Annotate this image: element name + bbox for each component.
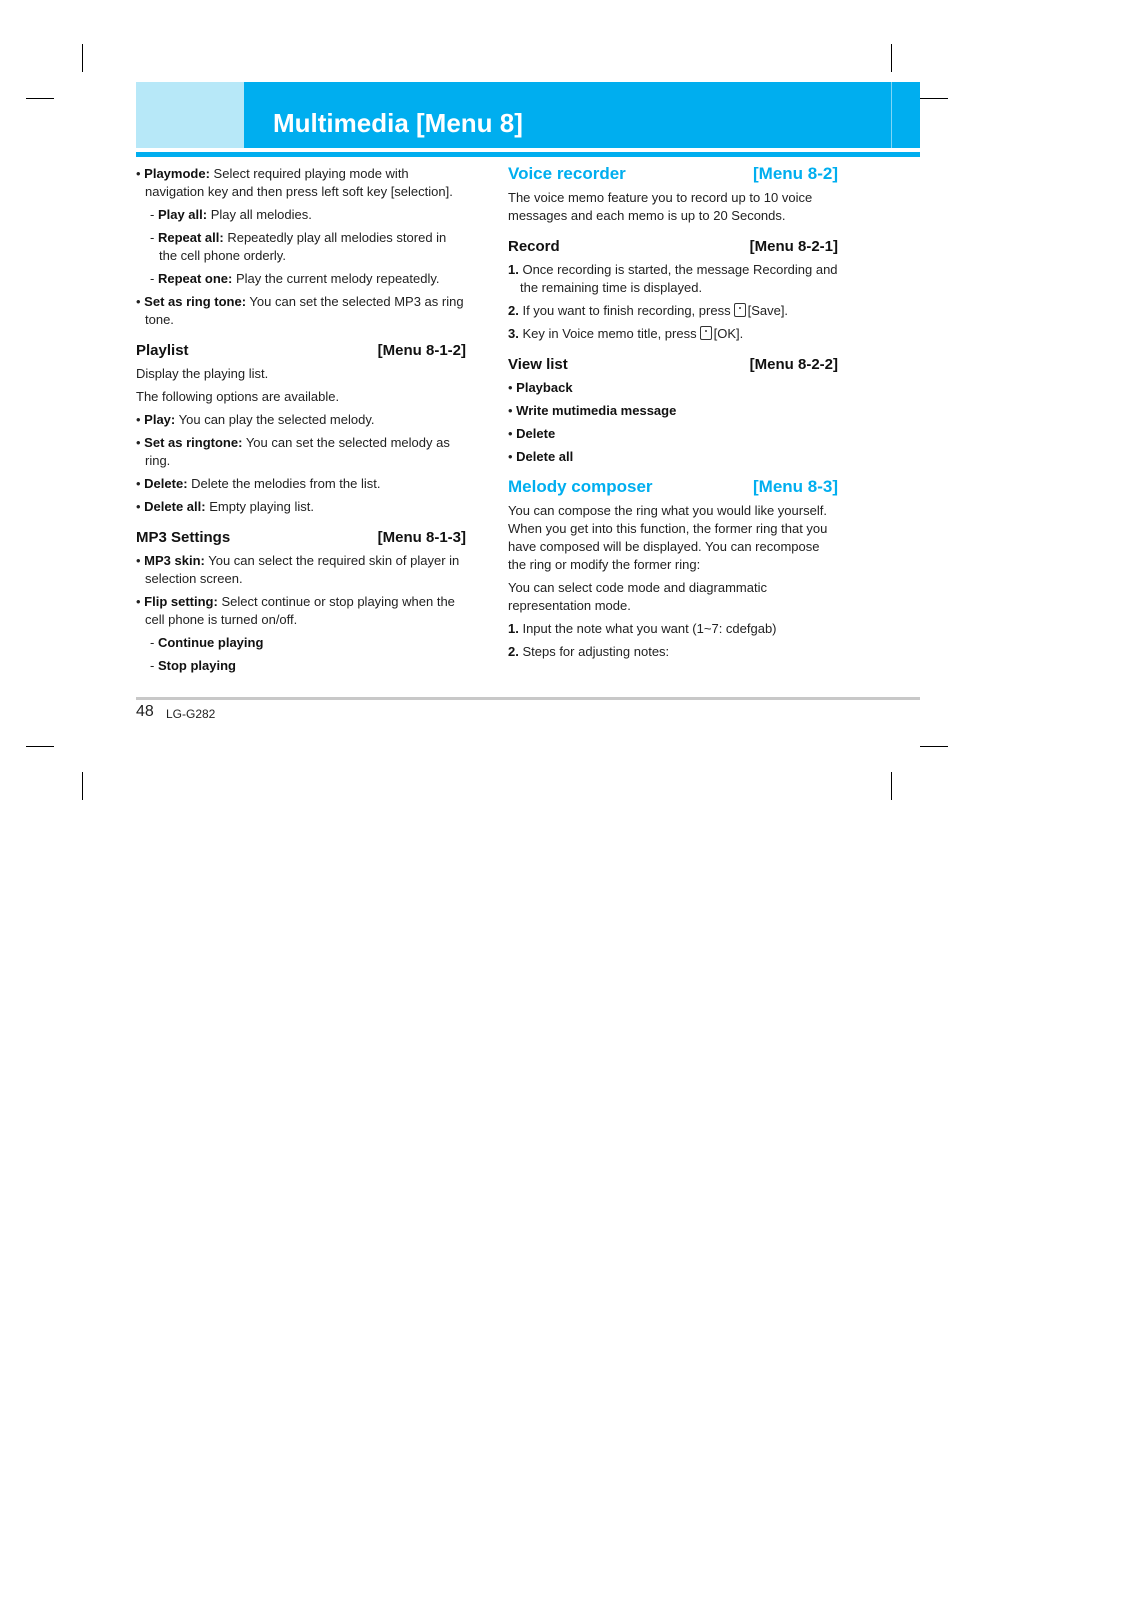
view-list-option: • Delete: [508, 426, 556, 441]
view-list-option: • Delete all: [508, 449, 574, 464]
playlist-title: Playlist: [136, 342, 189, 359]
record-heading: [508, 238, 838, 256]
playlist-desc: Display the playing list.: [136, 366, 269, 381]
crop-mark: [920, 746, 948, 747]
mp3-settings-heading: [136, 529, 466, 547]
crop-mark: [891, 772, 892, 800]
view-list-heading: [508, 356, 838, 374]
model-name: LG-G282: [166, 707, 216, 721]
page-number: 48: [136, 703, 154, 720]
crop-mark: [26, 746, 54, 747]
playlist-option: • Delete: Delete the melodies from the list.: [136, 476, 381, 491]
playlist-options-intro: The following options are available.: [136, 389, 340, 404]
playmode-item: • Playmode: Select required playing mode with navigation key and then press left soft key [selection].: [136, 166, 453, 199]
record-title: Record: [508, 238, 560, 255]
page-title: Multimedia [Menu 8]: [273, 108, 523, 138]
record-step: 2. If you want to finish recording, press [Save].: [508, 303, 789, 318]
header-accent-block: [136, 82, 244, 148]
view-list-menu-ref: [Menu 8-2-2]: [749, 356, 838, 373]
center-key-icon: [700, 326, 712, 340]
right-column: [508, 165, 838, 666]
voice-recorder-heading: [508, 165, 838, 183]
mp3-skin-item: • MP3 skin: You can select the required skin of player in selection screen.: [136, 553, 460, 586]
left-column: [136, 165, 466, 680]
playlist-heading: [136, 342, 466, 360]
mp3-settings-title: MP3 Settings: [136, 529, 231, 546]
melody-composer-menu-ref: [Menu 8-3]: [753, 477, 838, 496]
playlist-option: • Play: You can play the selected melody.: [136, 412, 375, 427]
playlist-menu-ref: [Menu 8-1-2]: [377, 342, 466, 359]
crop-mark: [82, 772, 83, 800]
stop-playing-item: - Stop playing: [150, 658, 236, 673]
record-menu-ref: [Menu 8-2-1]: [749, 238, 838, 255]
set-ring-tone-item: • Set as ring tone: You can set the selected MP3 as ring tone.: [136, 294, 464, 327]
melody-step: 1. Input the note what you want (1~7: cdefgab): [508, 621, 777, 636]
melody-step: 2. Steps for adjusting notes:: [508, 644, 670, 659]
melody-composer-heading: [508, 478, 838, 496]
view-list-option: • Playback: [508, 380, 573, 395]
header-divider: [891, 82, 892, 148]
crop-mark: [891, 44, 892, 72]
voice-recorder-menu-ref: [Menu 8-2]: [753, 164, 838, 183]
continue-playing-item: - Continue playing: [150, 635, 264, 650]
voice-recorder-title: Voice recorder: [508, 164, 626, 183]
crop-mark: [920, 98, 948, 99]
repeat-one-item: - Repeat one: Play the current melody repeatedly.: [150, 271, 440, 286]
voice-recorder-desc: The voice memo feature you to record up to 10 voice messages and each memo is up to 20 Seconds.: [508, 190, 813, 223]
header-underline: [136, 152, 920, 157]
playlist-option: • Delete all: Empty playing list.: [136, 499, 314, 514]
playlist-option: • Set as ringtone: You can set the selected melody as ring.: [136, 435, 450, 468]
record-step: 1. Once recording is started, the message Recording and the remaining time is displayed.: [508, 262, 838, 295]
crop-mark: [82, 44, 83, 72]
repeat-all-item: - Repeat all: Repeatedly play all melodies stored in the cell phone orderly.: [150, 230, 447, 263]
melody-composer-desc: You can compose the ring what you would like yourself. When you get into this function, the former ring that you have composed will be displayed. You can recompose the ring or modify the former ring:: [508, 503, 828, 572]
flip-setting-item: • Flip setting: Select continue or stop playing when the cell phone is turned on/off.: [136, 594, 455, 627]
record-step: 3. Key in Voice memo title, press [OK].: [508, 326, 744, 341]
crop-mark: [26, 98, 54, 99]
view-list-option: • Write mutimedia message: [508, 403, 677, 418]
view-list-title: View list: [508, 356, 568, 373]
mp3-settings-menu-ref: [Menu 8-1-3]: [377, 529, 466, 546]
melody-composer-title: Melody composer: [508, 477, 653, 496]
melody-composer-modes: You can select code mode and diagrammatic representation mode.: [508, 580, 767, 613]
play-all-item: - Play all: Play all melodies.: [150, 207, 312, 222]
center-key-icon: [734, 303, 746, 317]
footer-divider: [136, 697, 920, 700]
